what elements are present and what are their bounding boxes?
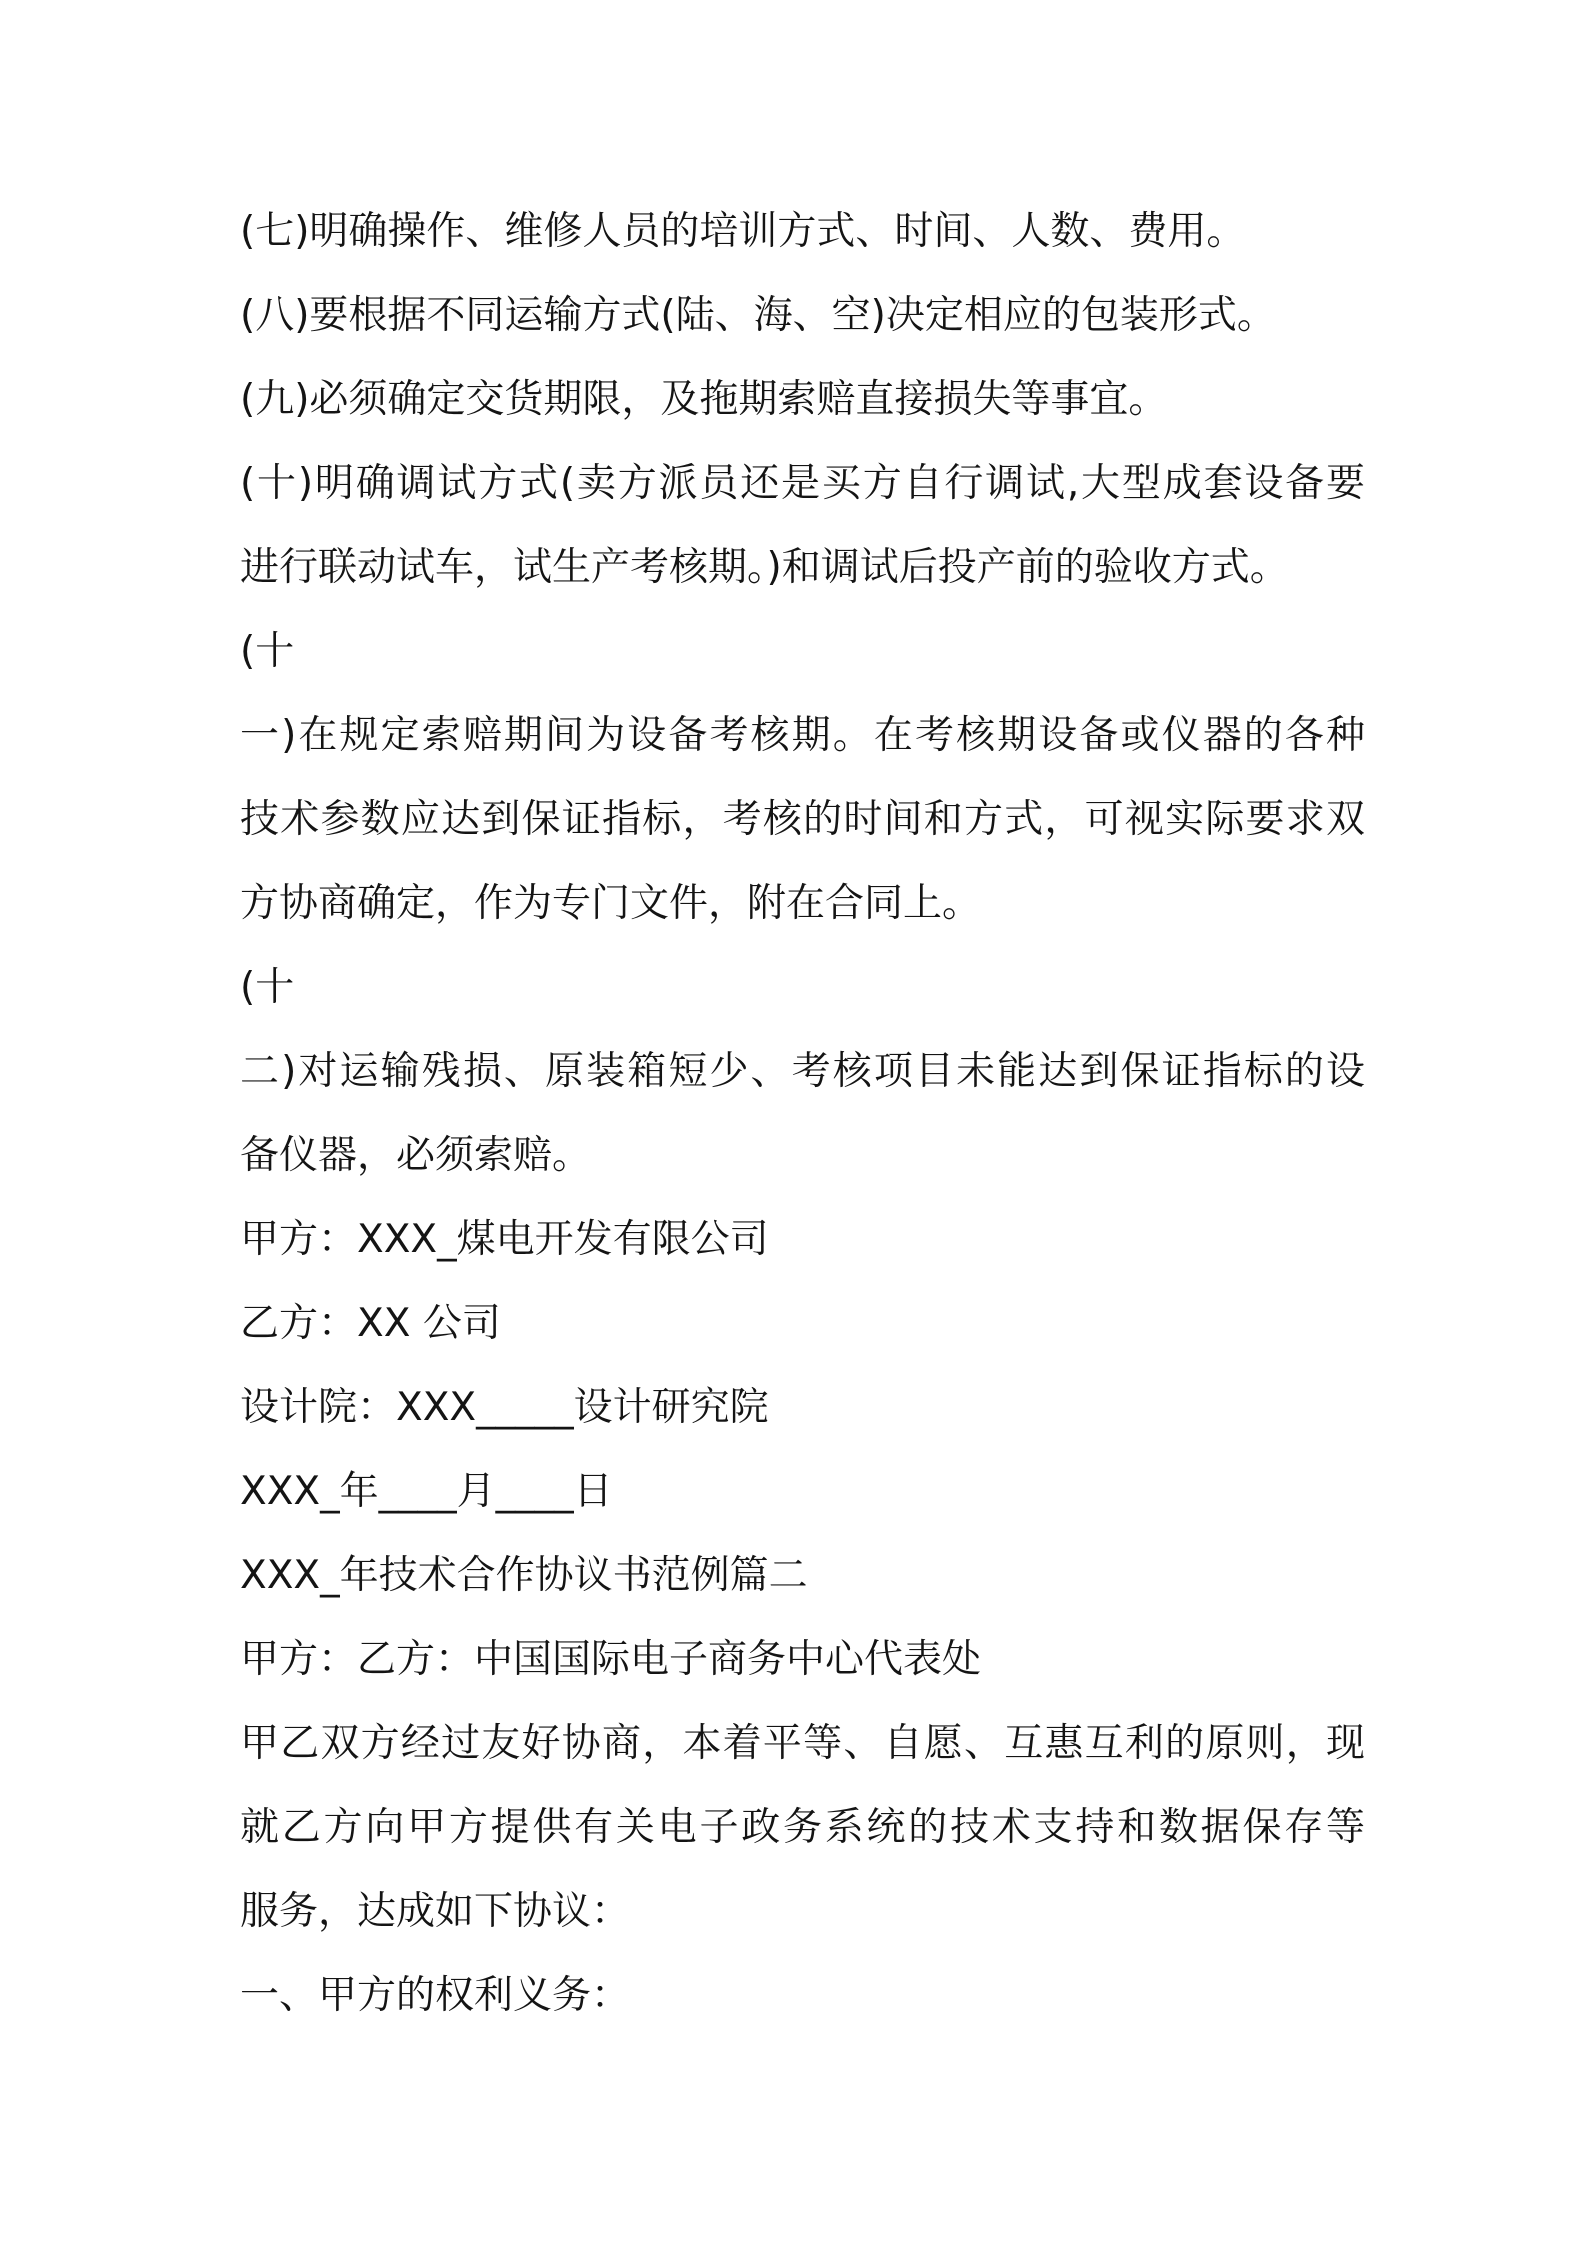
clause-11-line-3: 方协商确定，作为专门文件，附在合同上。 <box>240 881 982 926</box>
clause-8-line: (八)要根据不同运输方式(陆、海、空)决定相应的包装形式。 <box>240 293 1276 338</box>
clause-11-marker: (十 <box>240 629 295 674</box>
clause-9-line: (九)必须确定交货期限，及拖期索赔直接损失等事宜。 <box>240 377 1168 422</box>
document-page <box>240 190 1365 2038</box>
preamble-line-3: 服务，达成如下协议： <box>240 1889 631 1934</box>
clause-7-line: (七)明确操作、维修人员的培训方式、时间、人数、费用。 <box>240 209 1246 254</box>
preamble-line-2: 就乙方向甲方提供有关电子政务系统的技术支持和数据保存等 <box>240 1805 1365 1850</box>
party-b-line: 乙方：XX 公司 <box>240 1301 501 1346</box>
clause-10-line-1: (十)明确调试方式(卖方派员还是买方自行调试,大型成套设备要 <box>240 461 1365 506</box>
clause-12-line-1: 二)对运输残损、原装箱短少、考核项目未能达到保证指标的设 <box>240 1049 1365 1094</box>
clause-10-line-2: 进行联动试车，试生产考核期。)和调试后投产前的验收方式。 <box>240 545 1289 590</box>
design-institute-line: 设计院：XXX_____设计研究院 <box>240 1385 769 1430</box>
clause-11-line-1: 一)在规定索赔期间为设备考核期。在考核期设备或仪器的各种 <box>240 713 1365 758</box>
section-title: XXX_年技术合作协议书范例篇二 <box>240 1553 808 1598</box>
date-line: XXX_年____月____日 <box>240 1469 613 1514</box>
clause-12-marker: (十 <box>240 965 295 1010</box>
party-a-rights-heading: 一、甲方的权利义务： <box>240 1973 631 2018</box>
preamble-line-1: 甲乙双方经过友好协商，本着平等、自愿、互惠互利的原则，现 <box>240 1721 1365 1766</box>
clause-11-line-2: 技术参数应达到保证指标，考核的时间和方式，可视实际要求双 <box>240 797 1365 842</box>
party-a-line: 甲方：XXX_煤电开发有限公司 <box>240 1217 769 1262</box>
clause-12-line-2: 备仪器，必须索赔。 <box>240 1133 592 1178</box>
parties-line: 甲方：乙方：中国国际电子商务中心代表处 <box>240 1637 982 1682</box>
